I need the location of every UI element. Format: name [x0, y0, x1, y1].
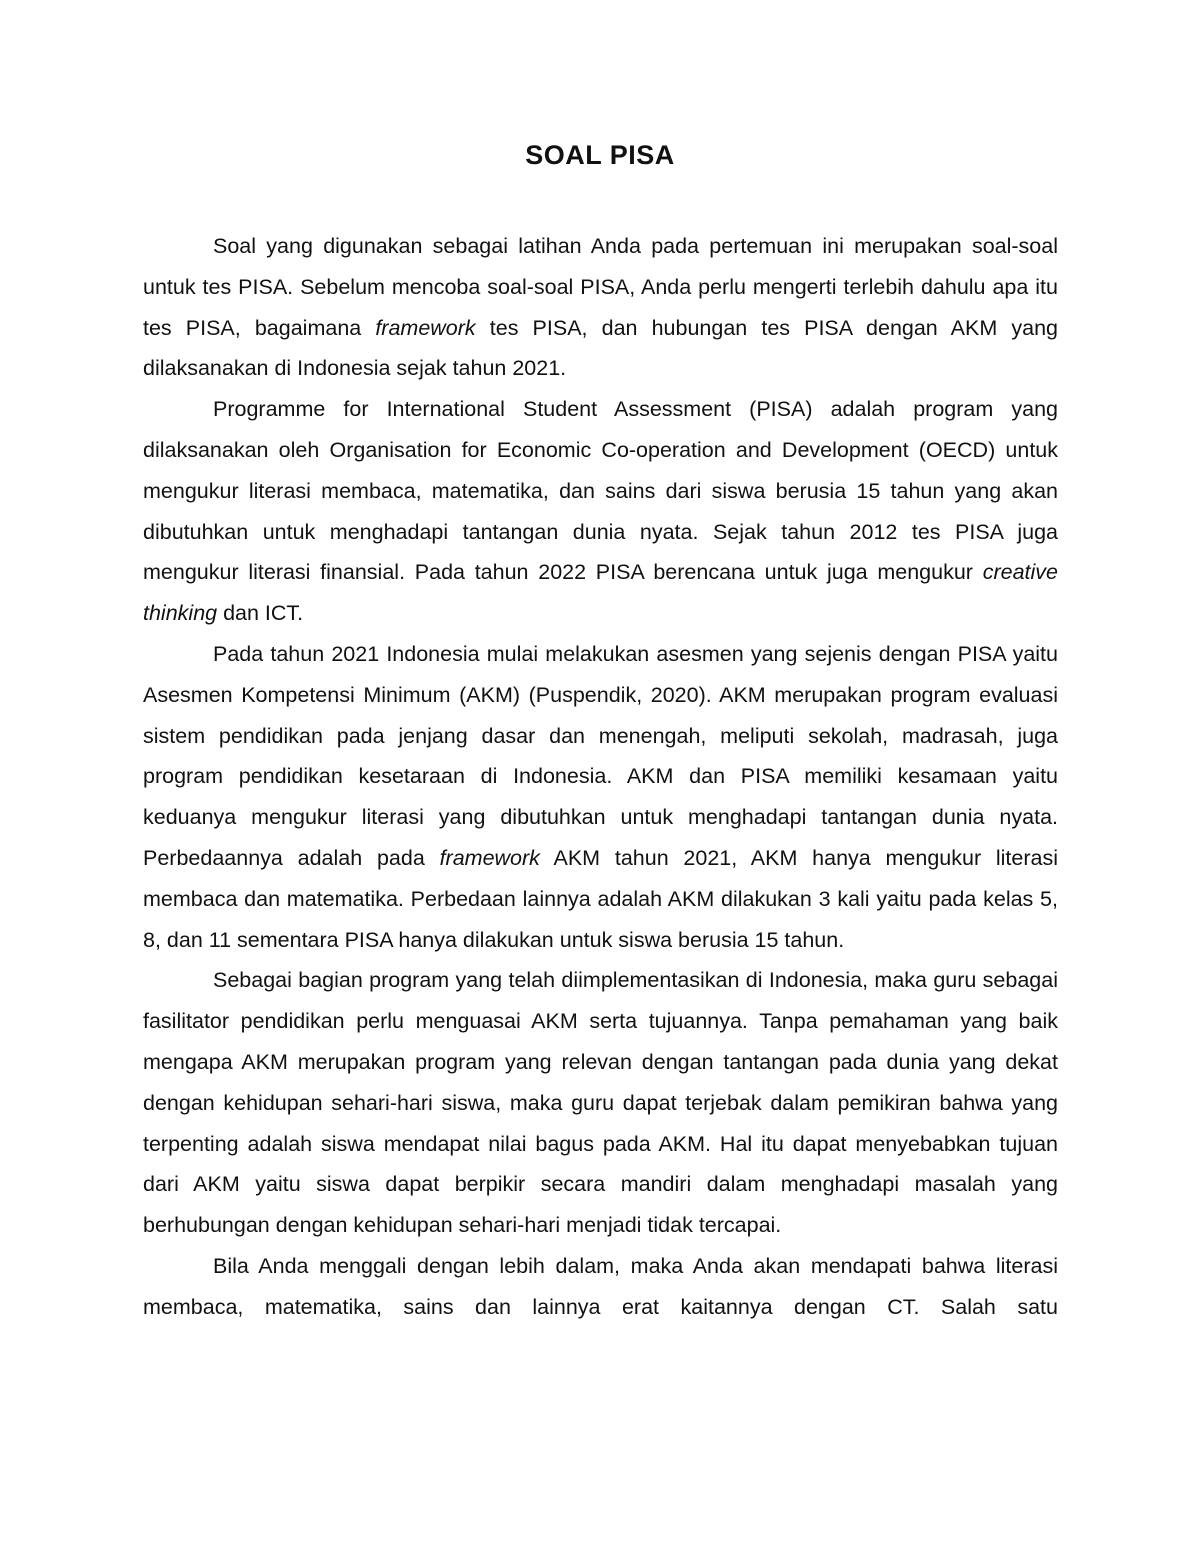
paragraph-text: Soal yang digunakan sebagai latihan Anda pada pertemuan ini merupakan soal-soal untuk tes PISA. Sebelum mencoba soal-soal PISA, Anda perlu mengerti terlebih dahulu apa itu tes PISA, bagaimana — [143, 234, 1058, 340]
paragraph-text: Programme for International Student Assessment (PISA) adalah program yang dilaksanakan oleh Organisation for Economic Co-operation and Development (OECD) untuk mengukur literasi membaca, matematika, dan sains dari siswa berusia 15 tahun yang akan dibutuhkan untuk menghadapi tantangan dunia nyata. Sejak tahun 2012 tes PISA juga mengukur literasi finansial. Pada tahun 2022 PISA berencana untuk juga mengukur — [143, 397, 1058, 585]
paragraph-4 — [143, 960, 1058, 1246]
paragraph-text: Sebagai bagian program yang telah diimplementasikan di Indonesia, maka guru sebagai fasilitator pendidikan perlu menguasai AKM serta tujuannya. Tanpa pemahaman yang baik mengapa AKM merupakan program yang relevan dengan tantangan pada dunia yang dekat dengan kehidupan sehari-hari siswa, maka guru dapat terjebak dalam pemikiran bahwa yang terpenting adalah siswa mendapat nilai bagus pada AKM. Hal itu dapat menyebabkan tujuan dari AKM yaitu siswa dapat berpikir secara mandiri dalam menghadapi masalah yang berhubungan dengan kehidupan sehari-hari menjadi tidak tercapai. — [143, 968, 1058, 1238]
paragraph-text: Bila Anda menggali dengan lebih dalam, maka Anda akan mendapati bahwa literasi membaca, matematika, sains dan lainnya erat kaitannya dengan CT. Salah satu — [143, 1253, 1058, 1319]
paragraph-5 — [143, 1246, 1058, 1328]
italic-term: framework — [439, 845, 540, 870]
italic-term: creative thinking — [143, 560, 1058, 626]
paragraph-text: dan ICT. — [217, 601, 304, 626]
paragraph-2 — [143, 389, 1058, 634]
italic-term: framework — [375, 315, 476, 340]
paragraph-text: AKM tahun 2021, AKM hanya mengukur literasi membaca dan matematika. Perbedaan lainnya adalah AKM dilakukan 3 kali yaitu pada kelas 5, 8, dan 11 sementara PISA hanya dilakukan untuk siswa berusia 15 tahun. — [143, 845, 1058, 952]
paragraph-text: tes PISA, dan hubungan tes PISA dengan AKM yang dilaksanakan di Indonesia sejak tahun 2021. — [143, 315, 1058, 381]
paragraph-3 — [143, 634, 1058, 960]
document-body — [143, 226, 1058, 1328]
paragraph-text: Pada tahun 2021 Indonesia mulai melakukan asesmen yang sejenis dengan PISA yaitu Asesmen Kompetensi Minimum (AKM) (Puspendik, 2020). AKM merupakan program evaluasi sistem pendidikan pada jenjang dasar dan menengah, meliputi sekolah, madrasah, juga program pendidikan kesetaraan di Indonesia. AKM dan PISA memiliki kesamaan yaitu keduanya mengukur literasi yang dibutuhkan untuk menghadapi tantangan dunia nyata. Perbedaannya adalah pada — [143, 641, 1058, 870]
paragraph-1 — [143, 226, 1058, 389]
page-title: SOAL PISA — [525, 140, 675, 170]
